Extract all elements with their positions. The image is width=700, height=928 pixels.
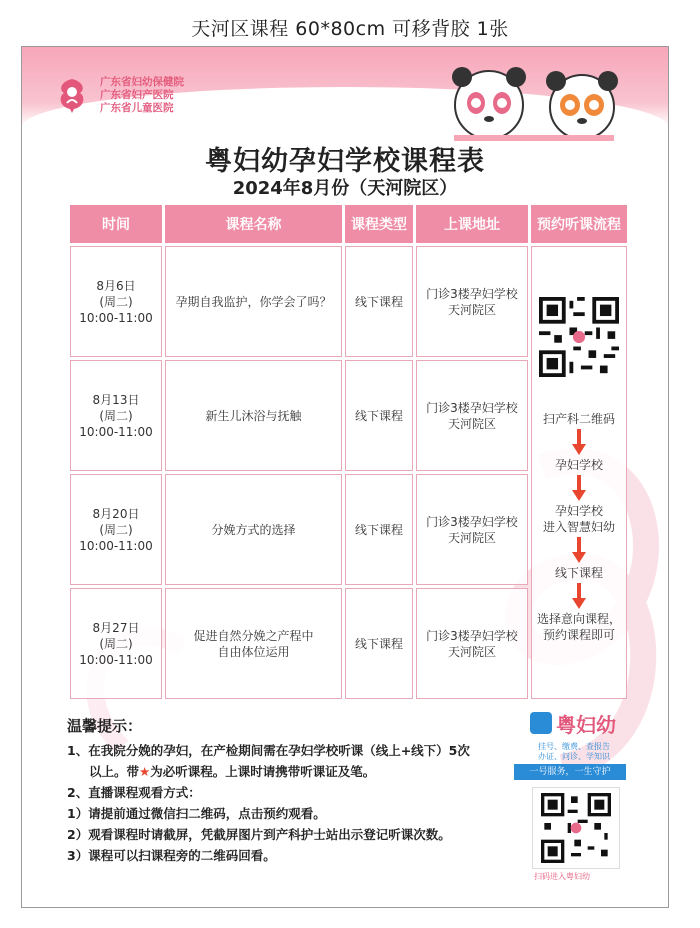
arrow-down-icon bbox=[572, 537, 586, 563]
course-schedule-table bbox=[67, 202, 630, 702]
time-cell bbox=[70, 588, 162, 699]
flow-step-school: 孕妇学校 bbox=[554, 458, 603, 472]
time-text: 10:00-11:00 bbox=[79, 538, 153, 553]
date-text: 8月6日 bbox=[96, 278, 136, 293]
panda-mascots-illustration bbox=[434, 61, 634, 141]
arrow-down-icon bbox=[572, 429, 586, 455]
weekday-text: (周二) bbox=[99, 636, 133, 651]
tip-line-3: 1）请提前通过微信扫二维码，点击预约观看。 bbox=[67, 806, 326, 821]
address-cell bbox=[416, 246, 528, 357]
logo-line-3: 广东省儿童医院 bbox=[100, 101, 174, 114]
flow-step-select: 选择意向课程， bbox=[536, 612, 621, 626]
page-title: 粤妇幼孕妇学校课程表 bbox=[205, 146, 485, 177]
course-type-cell: 线下课程 bbox=[345, 474, 413, 585]
tip-line-1: 1、在我院分娩的孕妇，在产检期间需在孕妇学校听课（线上+线下）5次 bbox=[67, 743, 470, 758]
qr-code-icon[interactable] bbox=[539, 297, 619, 377]
address-line: 天河院区 bbox=[447, 644, 496, 659]
arrow-down-icon bbox=[572, 583, 586, 609]
star-icon: ★ bbox=[139, 764, 151, 779]
course-name-cell bbox=[165, 246, 342, 357]
time-text: 10:00-11:00 bbox=[79, 652, 153, 667]
address-cell bbox=[416, 474, 528, 585]
flow-step-offline: 线下课程 bbox=[554, 566, 603, 580]
address-line: 门诊3楼孕妇学校 bbox=[426, 286, 518, 301]
tip-line-5: 3）课程可以扫课程旁的二维码回看。 bbox=[67, 848, 276, 863]
arrow-down-icon bbox=[572, 475, 586, 501]
logo-line-2: 广东省妇产医院 bbox=[100, 88, 174, 101]
header-address: 上课地址 bbox=[416, 205, 528, 243]
weekday-text: (周二) bbox=[99, 294, 133, 309]
address-line: 门诊3楼孕妇学校 bbox=[426, 514, 518, 529]
qr-card bbox=[532, 787, 620, 869]
address-cell bbox=[416, 588, 528, 699]
tips-section bbox=[67, 715, 527, 866]
app-brand bbox=[530, 707, 620, 739]
flow-step-school-2: 孕妇学校 bbox=[554, 504, 603, 518]
hospital-logo bbox=[52, 75, 184, 115]
time-cell bbox=[70, 474, 162, 585]
address-line: 天河院区 bbox=[447, 530, 496, 545]
booking-flow-cell bbox=[531, 246, 627, 699]
course-name-text: 新生儿沐浴与抚触 bbox=[205, 408, 302, 423]
date-text: 8月13日 bbox=[92, 392, 140, 407]
header-course-name: 课程名称 bbox=[165, 205, 342, 243]
header-booking-flow: 预约听课流程 bbox=[531, 205, 627, 243]
date-text: 8月27日 bbox=[92, 620, 140, 635]
address-cell bbox=[416, 360, 528, 471]
header-course-type: 课程类型 bbox=[345, 205, 413, 243]
course-name-cell bbox=[165, 360, 342, 471]
tip-text: 以上。带 bbox=[89, 764, 140, 779]
course-type-cell: 线下课程 bbox=[345, 246, 413, 357]
time-text: 10:00-11:00 bbox=[79, 424, 153, 439]
print-spec-caption: 天河区课程 60*80cm 可移背胶 1张 bbox=[191, 18, 509, 40]
time-text: 10:00-11:00 bbox=[79, 310, 153, 325]
tip-text: 为必听课程。上课时请携带听课证及笔。 bbox=[150, 764, 376, 779]
address-line: 天河院区 bbox=[447, 416, 496, 431]
poster bbox=[21, 46, 669, 908]
address-line: 门诊3楼孕妇学校 bbox=[426, 400, 518, 415]
course-name-text: 分娩方式的选择 bbox=[211, 522, 296, 537]
course-type-cell: 线下课程 bbox=[345, 588, 413, 699]
scan-hint: 扫码进入粤妇幼 bbox=[534, 872, 590, 881]
tip-line-2: 2、直播课程观看方式： bbox=[67, 785, 201, 800]
table-row bbox=[70, 246, 627, 357]
address-line: 门诊3楼孕妇学校 bbox=[426, 628, 518, 643]
course-name-text: 自由体位运用 bbox=[217, 644, 290, 659]
tip-line-4: 2）观看课程时请截屏，凭截屏图片到产科护士站出示登记听课次数。 bbox=[67, 827, 451, 842]
app-tagline-2: 办证、问诊、学知识 bbox=[538, 752, 610, 761]
time-cell bbox=[70, 360, 162, 471]
course-name-text: 促进自然分娩之产程中 bbox=[193, 628, 314, 643]
app-tagline: 挂号、缴费、查报告 bbox=[538, 742, 610, 751]
time-cell bbox=[70, 246, 162, 357]
tips-title: 温馨提示： bbox=[67, 717, 143, 735]
table-header-row bbox=[70, 205, 627, 243]
flow-step-smart: 进入智慧妇幼 bbox=[542, 520, 615, 534]
app-brand-name: 粤妇幼 bbox=[556, 712, 616, 737]
course-type-cell: 线下课程 bbox=[345, 360, 413, 471]
address-line: 天河院区 bbox=[447, 302, 496, 317]
header-time: 时间 bbox=[70, 205, 162, 243]
flow-step-book: 预约课程即可 bbox=[542, 628, 615, 642]
app-qr-code-icon[interactable] bbox=[541, 793, 611, 863]
hospital-emblem-icon bbox=[52, 75, 92, 115]
app-slogan: 一号服务，一生守护 bbox=[514, 764, 626, 780]
tip-line-1b bbox=[67, 761, 527, 782]
course-name-cell bbox=[165, 588, 342, 699]
course-name-text: 孕期自我监护，你学会了吗？ bbox=[175, 294, 332, 309]
weekday-text: (周二) bbox=[99, 522, 133, 537]
app-promo-card bbox=[512, 707, 630, 887]
flow-step-scan: 扫产科二维码 bbox=[542, 412, 615, 426]
logo-line-1: 广东省妇幼保健院 bbox=[100, 75, 184, 88]
page-subtitle: 2024年8月份（天河院区） bbox=[232, 178, 458, 199]
date-text: 8月20日 bbox=[92, 506, 140, 521]
course-name-cell bbox=[165, 474, 342, 585]
weekday-text: (周二) bbox=[99, 408, 133, 423]
app-badge-icon bbox=[530, 712, 552, 734]
